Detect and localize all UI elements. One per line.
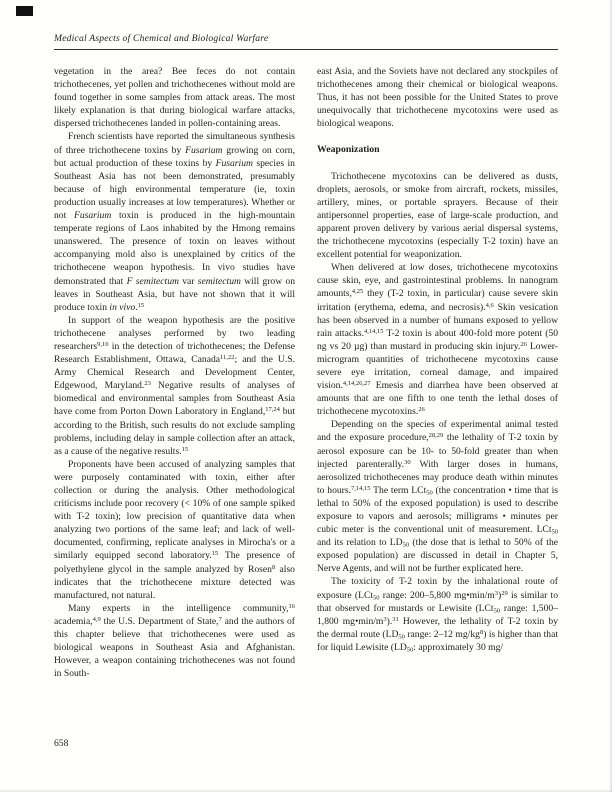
right-column <box>317 65 558 680</box>
body-paragraph: In support of the weapon hypothesis are the positive trichothecene analyses performed by two leading researchers$^{9,10}$ in the detection of trichothecenes; the Defense Research Establishment, Ottawa, Canada$^{11,22}$; and the U.S. Army Chemical Research and Development Center, Edgewood, Maryland.$^{23}$ Negative results of analyses of biomedical and environmental samples from Southeast Asia have come from Porton Down Laboratory in England,$^{17,24}$ but according to the British, such results do not exclude sampling problems, including delay in sample collection after an attack, as a cause of the negative results.$^{15}$ <box>54 314 295 457</box>
section-heading: Weaponization <box>317 144 380 156</box>
body-paragraph: When delivered at low doses, trichothecene mycotoxins cause skin, eye, and gastrointestinal problems. In nanogram amounts,$^{4,25}$ they (T-2 toxin, in particular) cause severe skin irritation (erythema, edema, and necrosis).$^{4,6}$ Skin vesication has been observed in a number of humans exposed to yellow rain attacks.$^{4,14,15}$ T-2 toxin is about 400-fold more potent (50 ng vs 20 µg) than mustard in producing skin injury.$^{26}$ Lower-microgram quantities of trichothecene mycotoxins cause severe eye irritation, corneal damage, and impaired vision.$^{4,14,26,27}$ Emesis and diarrhea have been observed at amounts that are one fifth to one tenth the lethal doses of trichothecene mycotoxins.$^{26}$ <box>317 262 558 418</box>
body-paragraph: Many experts in the intelligence community,$^{16}$ academia,$^{4,9}$ the U.S. Department of State,$^7$ and the authors of this chapter believe that trichothecenes were used as biological weapons in Southeast Asia and Afghanistan. However, a weapon containing trichothecenes was not found in South- <box>54 602 295 680</box>
page-number: 658 <box>54 738 69 749</box>
body-paragraph: French scientists have reported the simultaneous synthesis of three trichothecene toxins by Fusarium growing on corn, but actual production of these toxins by Fusarium species in Southeast Asia has not been demonstrated, presumably because of high environmental temperature (ie, toxin production usually increases at low temperatures). Whether or not Fusarium toxin is produced in the high-mountain temperate regions of Laos inhabited by the Hmong remains unanswered. The presence of toxin on leaves without accompanying mold also is unexplained by critics of the trichothecene weapon hypothesis. In vivo studies have demonstrated that F semitectum var semitectum will grow on leaves in Southeast Asia, but have not shown that it will produce toxin in vivo.$^{15}$ <box>54 131 296 313</box>
left-column <box>54 65 295 680</box>
body-paragraph: vegetation in the area? Bee feces do not contain trichothecenes, yet pollen and trichothecenes without mold are found together in some samples from attack areas. The most likely explanation is that during biological warfare attacks, dispersed trichothecenes landed in pollen-containing areas. <box>54 66 295 130</box>
body-paragraph: Depending on the species of experimental animal tested and the exposure procedure,$^{28,29}$ the lethality of T-2 toxin by aerosol exposure can be 10- to 50-fold greater than when injected parenterally.$^{30}$ With larger doses in humans, aerosolized trichothecenes may produce death within minutes to hours.$^{7,14,15}$ The term LCt$_{50}$ (the concentration • time that is lethal to 50% of the exposed population) is used to describe exposure to vapors and aerosols; milligrams • minutes per cubic meter is the conventional unit of measurement. LCt$_{50}$ and its relation to $LD_{50}$ (the dose that is lethal to 50% of the exposed population) are discussed in detail in Chapter 5, Nerve Agents, and will not be further explicated here. <box>317 419 559 575</box>
body-paragraph: Trichothecene mycotoxins can be delivered as dusts, droplets, aerosols, or smoke from aircraft, rockets, missiles, artillery, mines, or portable sprayers. Because of their antipersonnel properties, ease of large-scale production, and apparent proven delivery by various aerial dispersal systems, the trichothecene mycotoxins (especially T-2 toxin) have an excellent potential for weaponization. <box>317 170 558 261</box>
header-rule <box>54 49 558 50</box>
body-paragraph: Proponents have been accused of analyzing samples that were purposely contaminated with toxin, either after collection or during the analysis. Other methodological criticisms include poor recovery (< 10% of one sample spiked with T-2 toxin); low precision of quantitative data when analyzing two portions of the same leaf; and lack of well-documented, confirming, replicate analyses in Mirocha's or a similarly equipped second laboratory.$^{15}$ The presence of polyethylene glycol in the sample analyzed by Rosen$^8$ also indicates that the trichothecene mixture detected was manufactured, not natural. <box>54 458 296 601</box>
running-header: Medical Aspects of Chemical and Biological Warfare <box>54 33 269 44</box>
crop-mark <box>16 6 33 16</box>
two-column-body <box>54 65 558 680</box>
body-paragraph: east Asia, and the Soviets have not declared any stockpiles of trichothecenes among their chemical or biological weapons. Thus, it has not been possible for the United States to prove unequivocally that trichothecene mycotoxins were used as biological weapons. <box>317 66 558 130</box>
body-paragraph: The toxicity of T-2 toxin by the inhalational route of exposure (LCt$_{50}$ range: 200–5,800 $mg•\min/m^3)^{29}$ is similar to that observed for mustards or Lewisite (LCt$_{50}$ range: 1,500–1,800 $mg•\min/m^3).^{31}$ However, the lethality of T-2 toxin by the dermal route ($LD_{50}$ range: 2–12 $mg/kg^8$) is higher than that for liquid Lewisite ($LD_{50}$: approximately 30 mg/ <box>317 576 559 654</box>
